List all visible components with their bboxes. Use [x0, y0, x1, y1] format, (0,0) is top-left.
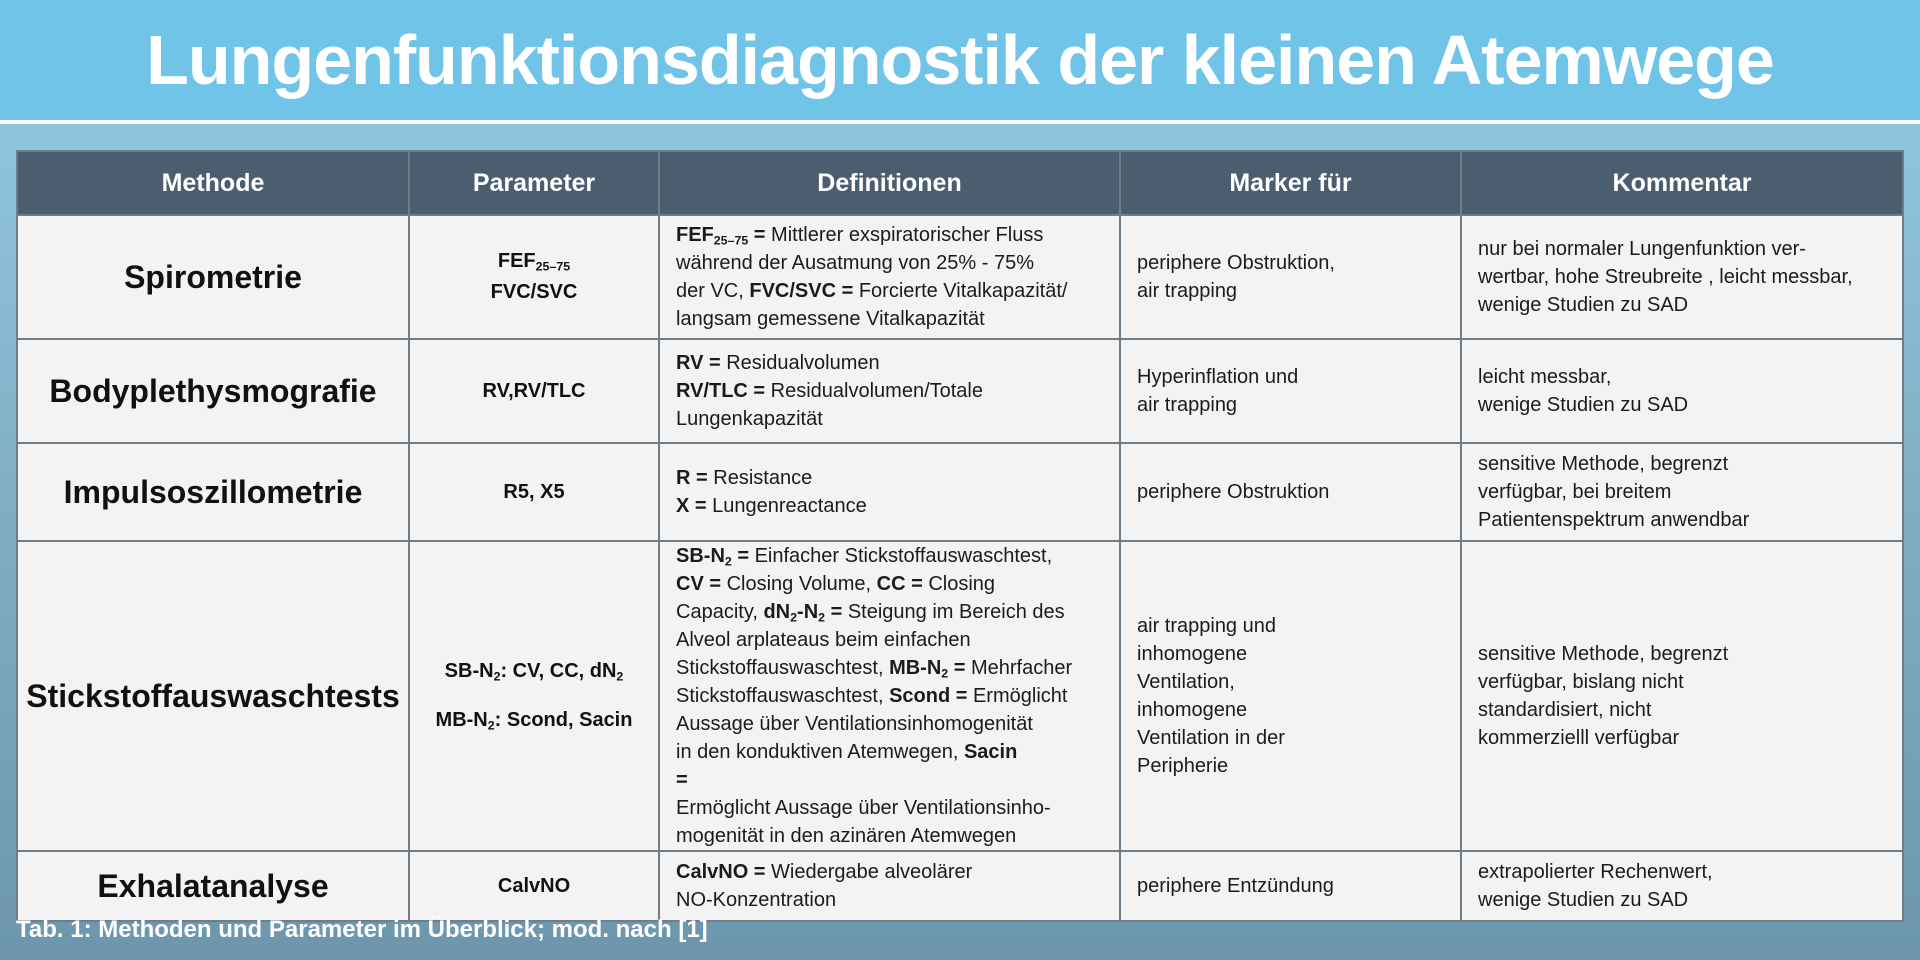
parameter-cell: R5, X5 [409, 443, 659, 541]
marker-cell: air trapping und inhomogene Ventilation, inhomogene Ventilation in der Peripherie [1120, 541, 1461, 851]
title-bar [0, 0, 1920, 120]
marker-cell: Hyperinflation und air trapping [1120, 339, 1461, 443]
method-cell: Impulsoszillometrie [17, 443, 409, 541]
comment-cell: sensitive Methode, begrenzt verfügbar, bislang nicht standardisiert, nicht kommerzielll verfügbar [1461, 541, 1903, 851]
table-row [17, 339, 1903, 443]
marker-cell: periphere Obstruktion, air trapping [1120, 215, 1461, 339]
header-method: Methode [17, 151, 409, 215]
header-marker: Marker für [1120, 151, 1461, 215]
definition-cell: $SB-N_2$ = Einfacher Stickstoffauswaschtest, CV = Closing Volume, CC = Closing Capacity, $dN_2-N_2$ = Steigung im Bereich des Alveol arplateaus beim einfachen Stickstoffauswaschtest, $MB-N_2$ = Mehrfacher Stickstoffauswaschtest, Scond = Ermöglicht Aussage über Ventilationsinhomogenität in den konduktiven Atemwegen, Sacin = Ermöglicht Aussage über Ventilationsinho- mogenität in den azinären Atemwegen [659, 541, 1120, 851]
parameter-cell: $FEF_{25-75}$ FVC/SVC [409, 215, 659, 339]
header-comment: Kommentar [1461, 151, 1903, 215]
page-title: Lungenfunktionsdiagnostik der kleinen Atemwege [146, 21, 1774, 99]
method-cell: Stickstoffauswaschtests [17, 541, 409, 851]
header-parameter: Parameter [409, 151, 659, 215]
title-divider [0, 120, 1920, 124]
definition-cell: RV = Residualvolumen RV/TLC = Residualvolumen/Totale Lungenkapazität [659, 339, 1120, 443]
definition-cell: R = Resistance X = Lungenreactance [659, 443, 1120, 541]
table-row [17, 541, 1903, 851]
comment-cell: extrapolierter Rechenwert, wenige Studien zu SAD [1461, 851, 1903, 921]
table-row [17, 851, 1903, 921]
definition-cell: CalvNO = Wiedergabe alveolärer NO-Konzentration [659, 851, 1120, 921]
table-row [17, 443, 1903, 541]
parameter-cell: $SB-N_2$: CV, CC, $dN_2$ $MB-N_2$: Scond, Sacin [409, 541, 659, 851]
comment-cell: leicht messbar, wenige Studien zu SAD [1461, 339, 1903, 443]
table-caption: Tab. 1: Methoden und Parameter im Überblick; mod. nach [1] [16, 916, 708, 943]
methods-table [16, 150, 1904, 922]
marker-cell: periphere Obstruktion [1120, 443, 1461, 541]
definition-cell: $FEF_{25-75}$ = Mittlerer exspiratorischer Fluss während der Ausatmung von 25% - 75% der VC, FVC/SVC = Forcierte Vitalkapazität/ langsam gemessene Vitalkapazität [659, 215, 1120, 339]
parameter-cell: RV,RV/TLC [409, 339, 659, 443]
table-row [17, 215, 1903, 339]
method-cell: Exhalatanalyse [17, 851, 409, 921]
table-header-row [17, 151, 1903, 215]
marker-cell: periphere Entzündung [1120, 851, 1461, 921]
method-cell: Bodyplethysmografie [17, 339, 409, 443]
comment-cell: sensitive Methode, begrenzt verfügbar, bei breitem Patientenspektrum anwendbar [1461, 443, 1903, 541]
comment-cell: nur bei normaler Lungenfunktion ver- wertbar, hohe Streubreite , leicht messbar, wenige Studien zu SAD [1461, 215, 1903, 339]
method-cell: Spirometrie [17, 215, 409, 339]
parameter-cell: CalvNO [409, 851, 659, 921]
header-definitions: Definitionen [659, 151, 1120, 215]
